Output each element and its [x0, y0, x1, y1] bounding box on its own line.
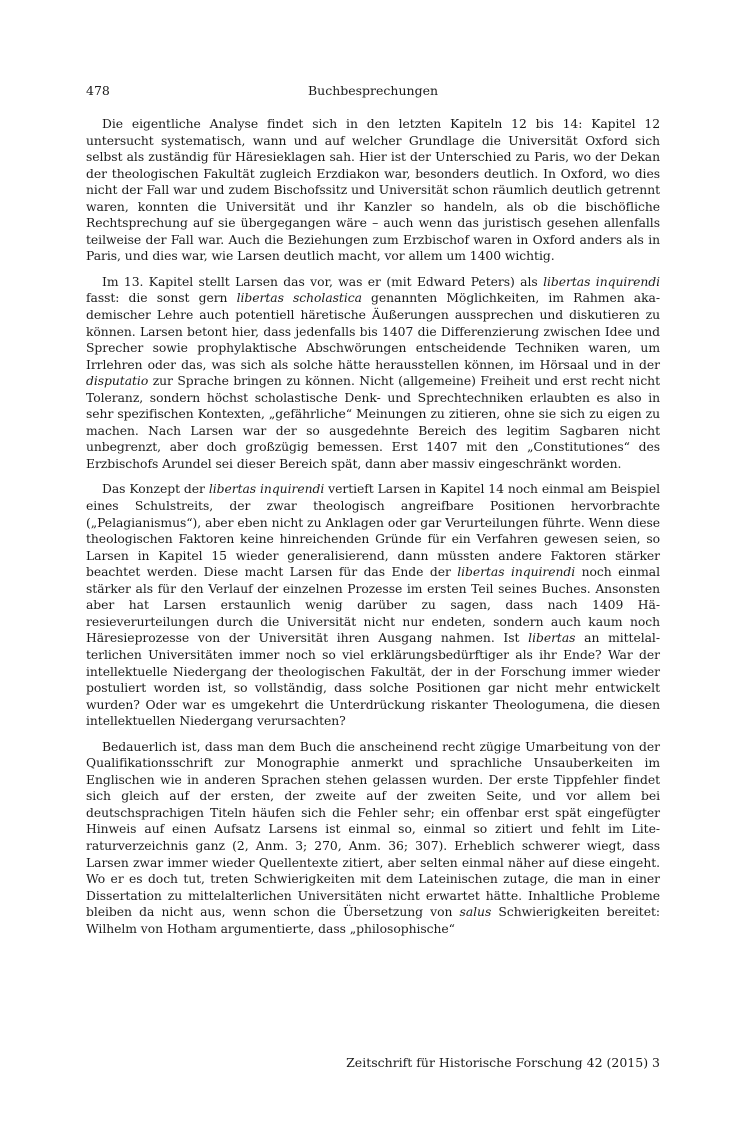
paragraph-criticism: [86, 739, 660, 938]
text-run: zur Sprache bringen zu können. Nicht (allgemeine) Freiheit und erst recht nicht Toleranz, sondern höchst scholastische Denk- und Sprechtechniken erlaubten es also in sehr spezifischen Kontexten, „gefährliche“ Meinungen zu zitieren, ohne sie sich zu eigen zu machen. Nach Larsen war der so ausgedehnte Bereich des legitim Sagbaren nicht unbegrenzt, aber doch großzügig bemessen. Erst 1407 mit den „Constitutiones“ des Erzbischofs Arundel sei dieser Bereich spät, dann aber massiv eingeschränkt worden.: [86, 374, 660, 471]
page-number: 478: [86, 83, 110, 98]
text-run: genannten Möglichkeiten, im Rahmen akademischer Lehre auch potentiell häretische Äußerungen aussprechen und diskutieren zu können. Larsen betont hier, dass jedenfalls bis 1407 die Differenzierung zwischen Idee und Sprecher sowie prophylaktische Abschwörungen entscheidende Techniken waren, um Irrlehren oder das, was sich als solche hätte herausstellen können, im Hörsaal und in der: [86, 291, 660, 372]
italic-term: libertas scholastica: [236, 291, 362, 306]
paragraph-schulstreit: [86, 481, 660, 729]
italic-term: libertas inquirendi: [543, 274, 660, 289]
italic-term: libertas inquirendi: [457, 565, 576, 580]
paragraph-analysis: [86, 116, 660, 265]
running-head: [86, 80, 660, 102]
text-run: Die eigentliche Analyse findet sich in den letzten Kapiteln 12 bis 14: Kapitel 12 untersucht systematisch, wann und auf welcher Grundlage die Universität Oxford sich selbst als zuständig für Häresieklagen sah. Hier ist der Unterschied zu Paris, wo der Dekan der theologischen Fakultät zugleich Erzdiakon war, besonders deutlich. In Oxford, wo dies nicht der Fall war und zudem Bischofssitz und Universität schon räumlich deutlich getrennt waren, konnten die Universität und ihr Kanzler so handeln, als ob die bischöfliche Rechtsprechung auf sie übergegangen wäre – auch wenn das juristisch gesehen allenfalls teilweise der Fall war. Auch die Beziehungen zum Erzbischof waren in Oxford anders als in Paris, und dies war, wie Larsen deutlich macht, vor allem um 1400 wichtig.: [86, 117, 660, 264]
italic-term: libertas: [528, 631, 576, 646]
text-run: fasst: die sonst gern: [86, 291, 237, 306]
text-run: an mittelalterlichen Universitäten immer noch so viel erklärungsbedürftiger als ihr Ende? War der intellektuelle Niedergang der theologischen Fakultät, der in der Forschung immer wieder postuliert worden ist, so vollständig, dass solche Positionen gar nicht mehr entwickelt wurden? Oder war es umgekehrt die Unterdrückung riskanter Theologumena, die diesen intellektuellen Niedergang verursachten?: [86, 631, 660, 729]
text-run: vertieft Larsen in Kapitel 14 noch einmal am Beispiel eines Schulstreits, der zwar theologisch angreifbare Positionen hervorbrachte („Pelagianismus“), aber eben nicht zu Anklagen oder gar Verurteilungen führte. Wenn diese theologischen Faktoren keine hinreichenden Gründe für ein Verfahren gewesen seien, so Larsen in Kapitel 15 wieder generalisierend, dann müssten andere Faktoren stärker beachtet werden. Diese macht Larsen für das Ende der: [86, 482, 660, 580]
body-text: [86, 116, 660, 937]
italic-term: libertas inquirendi: [208, 482, 325, 497]
journal-footer: Zeitschrift für Historische Forschung 42 (2015) 3: [346, 1055, 660, 1070]
paragraph-libertas-inquirendi: [86, 274, 660, 473]
text-run: Schwierigkeiten bereitet: Wilhelm von Hotham argumentierte, dass „philosophische“: [86, 905, 660, 936]
text-run: Bedauerlich ist, dass man dem Buch die anscheinend recht zügige Umarbeitung von der Qualifikationsschrift zur Monographie anmerkt und sprachliche Unsauberkeiten im Englischen wie in anderen Sprachen stehen gelassen wurden. Der erste Tippfehler findet sich gleich auf der ersten, der zweite auf der zweiten Seite, und vor allem bei deutschsprachigen Titeln häufen sich die Fehler sehr; ein offenbar erst spät eingefügter Hinweis auf einen Aufsatz Larsens ist einmal so, einmal so zitiert und fehlt im Literaturverzeichnis ganz (2, Anm. 3; 270, Anm. 36; 307). Erheblich schwerer wiegt, dass Larsen zwar immer wieder Quellentexte zitiert, aber selten einmal näher auf diese eingeht. Wo er es doch tut, treten Schwierigkeiten mit dem Lateinischen zutage, die man in einer Dissertation zu mittelalterlichen Universitäten nicht erwartet hätte. Inhaltliche Probleme bleiben da nicht aus, wenn schon die Übersetzung von: [86, 739, 660, 920]
italic-term: salus: [459, 905, 492, 920]
section-title: Buchbesprechungen: [307, 83, 439, 98]
italic-term: disputatio: [86, 374, 149, 389]
text-run: Das Konzept der: [102, 482, 209, 497]
page: [86, 80, 660, 946]
text-run: Im 13. Kapitel stellt Larsen das vor, was er (mit Edward Peters) als: [102, 274, 544, 289]
text-run: noch einmal stärker als für den Verlauf der einzelnen Prozesse im ersten Teil seines Buches. Ansonsten aber hat Larsen erstaunlich wenig darüber zu sagen, dass nach 1409 Häresieverurteilungen durch die Universität nicht nur endeten, sondern auch kaum noch Häresieprozesse von der Universität ihren Ausgang nahmen. Ist: [86, 565, 660, 646]
